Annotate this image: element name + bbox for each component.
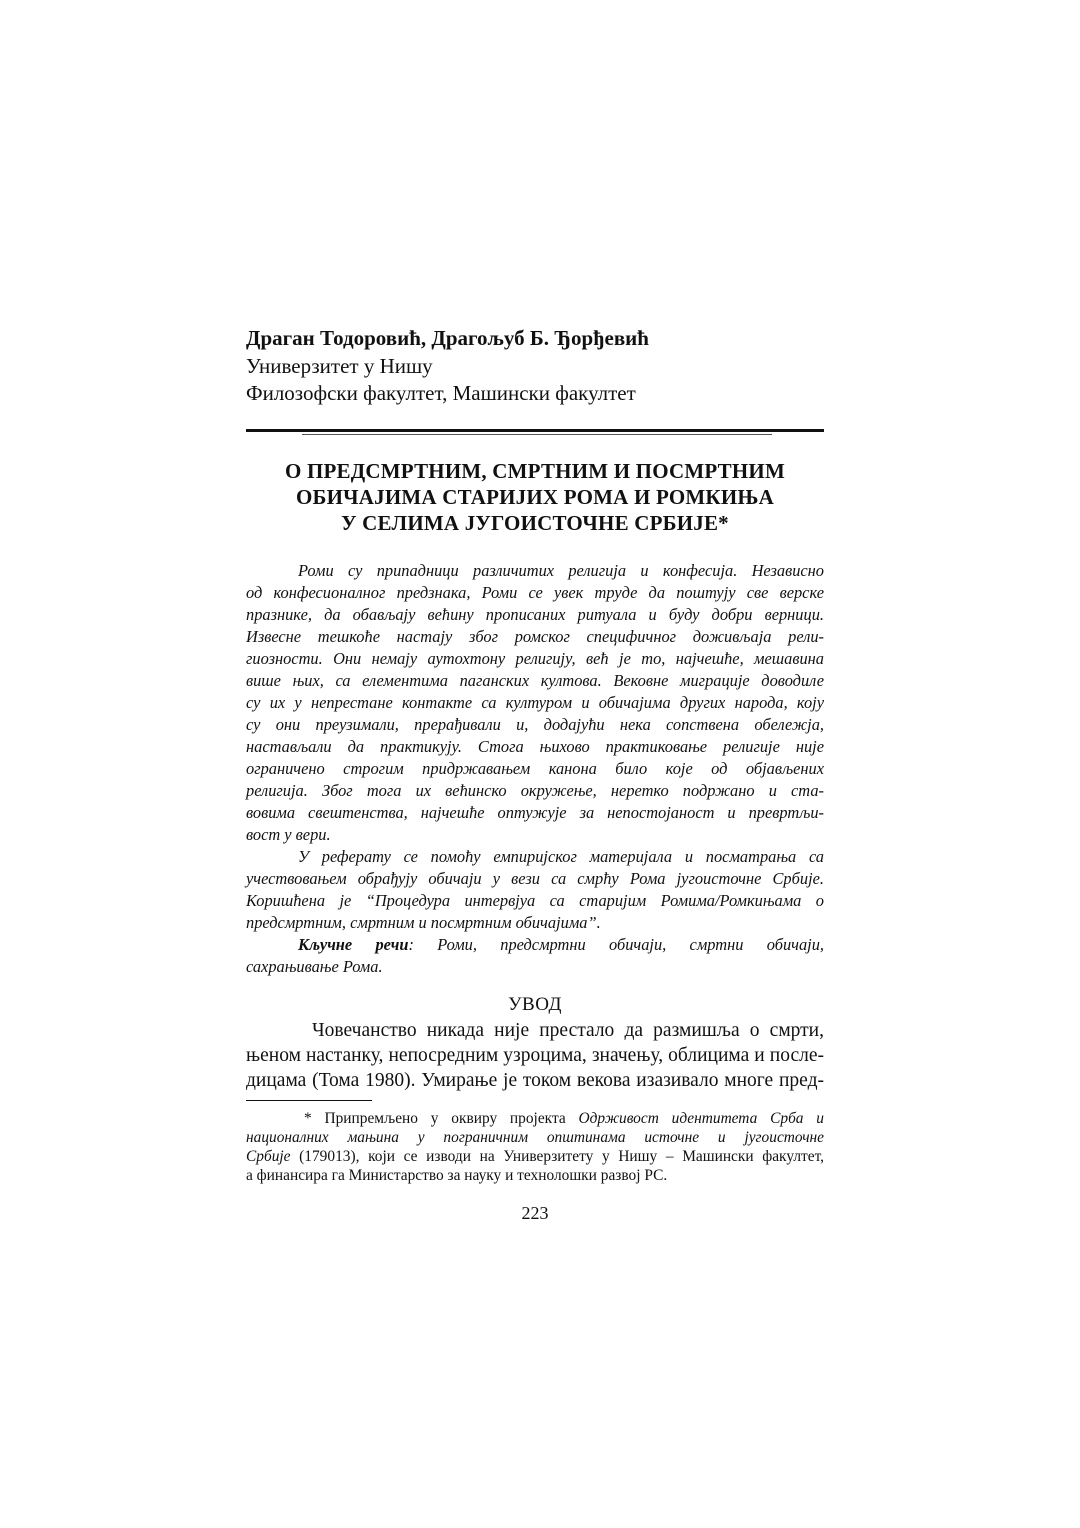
- title-line-3: У СЕЛИМА ЈУГОИСТОЧНЕ СРБИЈЕ*: [341, 511, 729, 535]
- title-line-1: О ПРЕДСМРТНИМ, СМРТНИМ И ПОСМРТНИМ: [285, 459, 785, 483]
- abstract-line: су их у непрестане контакте са културом и обичајима других народа, коју: [246, 693, 824, 712]
- footnote-text: * Припремљено у оквиру пројекта: [304, 1110, 579, 1127]
- body-line: њеном настанку, непосредним узроцима, значењу, облицима и после-: [246, 1045, 824, 1066]
- abstract-line: гиозности. Они немају аутохтону религију, већ је то, најчешће, мешавина: [246, 649, 824, 668]
- keywords-line: [246, 934, 824, 956]
- footnote-line: [246, 1147, 824, 1166]
- abstract-line: настављали да практикују. Стога њихово практиковање религије није: [246, 737, 824, 756]
- abstract-line: учествовањем обрађују обичаји у вези са смрћу Рома југоисточне Србије.: [246, 869, 824, 888]
- abstract-line: вовима свештенства, најчешће оптужује за непостојаност и превртљи-: [246, 803, 824, 822]
- body-line: Човечанство никада није престало да размишља о смрти,: [312, 1020, 824, 1041]
- keywords-label: Кључне речи: [298, 935, 409, 954]
- keywords-line-2: сахрањивање Рома.: [246, 957, 383, 976]
- abstract: [246, 560, 824, 978]
- footnote-line: [246, 1109, 824, 1128]
- footnote-line: а финансира га Министарство за науку и технолошки развој РС.: [246, 1167, 668, 1184]
- footnote: [246, 1109, 824, 1185]
- abstract-line: од конфесионалног предзнака, Роми се увек труде да поштују све верске: [246, 583, 824, 602]
- abstract-line: Роми су припадници различитих религија и конфесија. Независно: [298, 561, 824, 580]
- abstract-line: Коришћена је “Процедура интервјуа са старијим Ромима/Ромкињама о: [246, 891, 824, 910]
- abstract-line: више њих, са елементима паганских култова. Вековне миграције доводиле: [246, 671, 824, 690]
- paper-title: [246, 458, 824, 536]
- abstract-line: религија. Због тога их већинско окружење, неретко подржано и ста-: [246, 781, 824, 800]
- header-rule-thin: [302, 434, 772, 435]
- project-title: Србије: [246, 1148, 291, 1165]
- title-line-2: ОБИЧАЈИМА СТАРИЈИХ РОМА И РОМКИЊА: [296, 485, 774, 509]
- abstract-line: ограничено строгим придржавањем канона било које од објављених: [246, 759, 824, 778]
- project-title: националних мањина у пограничним општинама источне и југоисточне: [246, 1129, 824, 1146]
- footnote-rule: [246, 1100, 372, 1101]
- intro-body: [246, 1018, 824, 1093]
- page-number: 223: [521, 1203, 549, 1223]
- affiliation-university: Универзитет у Нишу: [246, 354, 433, 378]
- abstract-line: У реферату се помоћу емпиријског материјала и посматрања са: [298, 847, 824, 866]
- abstract-line: вост у вери.: [246, 825, 331, 844]
- body-line: дицама (Тома 1980). Умирање је током векова изазивало многе пред-: [246, 1070, 824, 1091]
- footnote-text: (179013), који се изводи на Универзитету у Нишу – Машински факултет,: [290, 1148, 824, 1165]
- project-title: Одрживост идентитета Срба и: [578, 1110, 824, 1127]
- header-rule-thick: [246, 429, 824, 432]
- abstract-line: празнике, да обављају већину прописаних ритуала и буду добри верници.: [246, 605, 824, 624]
- abstract-line: предсмртним, смртним и посмртним обичајима”.: [246, 913, 601, 932]
- footnote-line: [246, 1128, 824, 1147]
- keywords-text: : Роми, предсмртни обичаји, смртни обичаји,: [408, 935, 824, 954]
- affiliation-faculties: Филозофски факултет, Машински факултет: [246, 381, 636, 405]
- authors: Драган Тодоровић, Драгољуб Б. Ђорђевић: [246, 326, 649, 350]
- section-heading-intro: УВОД: [508, 994, 562, 1015]
- abstract-line: су они преузимали, прерађивали и, додајући нека сопствена обележја,: [246, 715, 824, 734]
- abstract-line: Извесне тешкоће настају због ромског специфичног доживљаја рели-: [246, 627, 824, 646]
